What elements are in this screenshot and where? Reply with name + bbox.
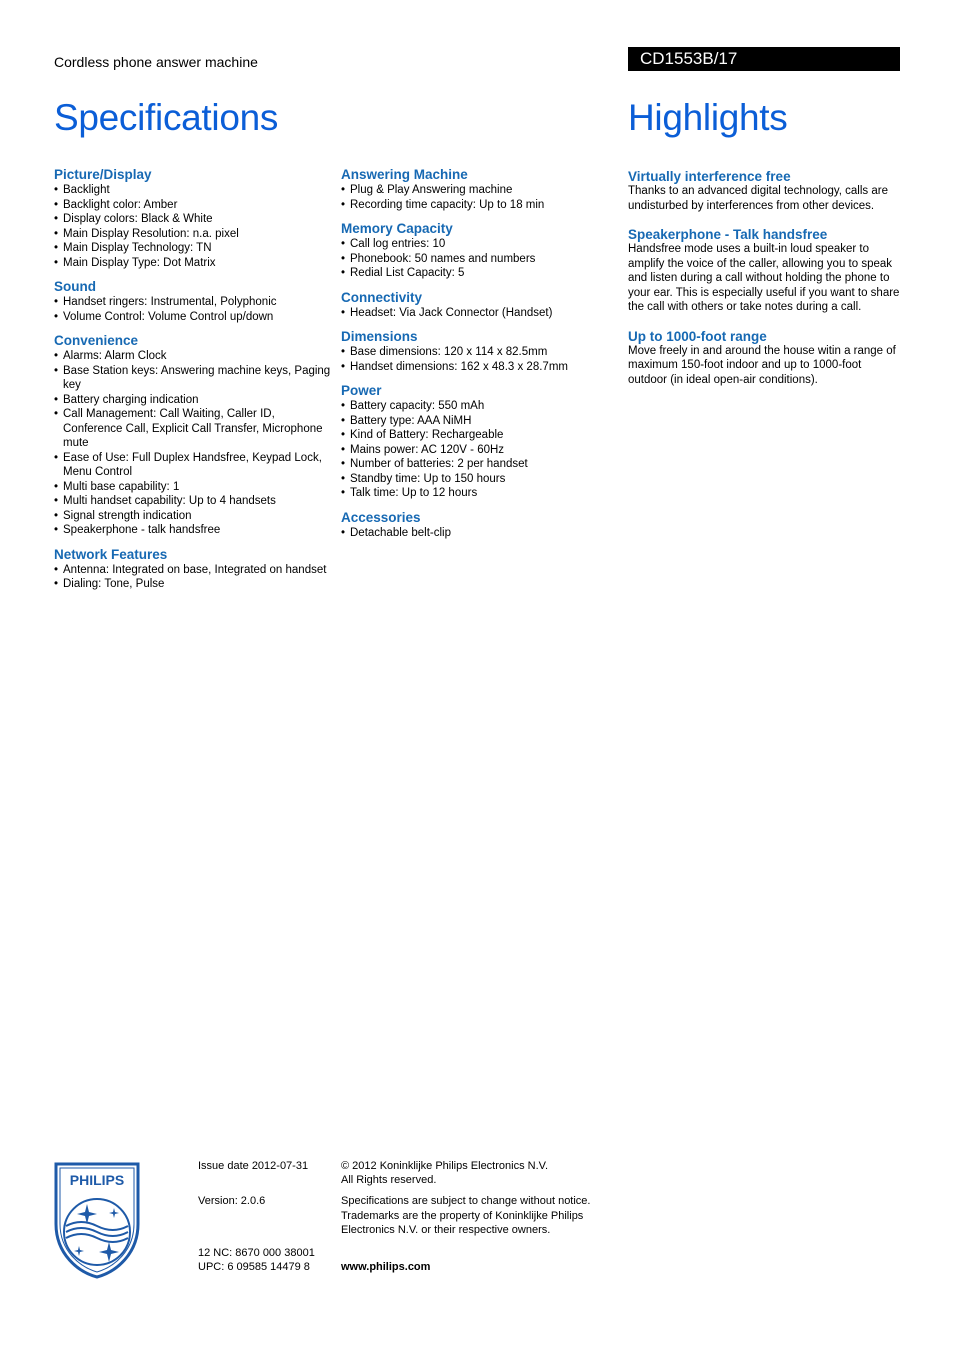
highlight-title: Up to 1000-foot range xyxy=(628,328,767,344)
spec-item: • Speakerphone - talk handsfree xyxy=(54,523,334,538)
website-link[interactable]: www.philips.com xyxy=(341,1261,431,1273)
spec-list xyxy=(341,183,601,212)
product-type: Cordless phone answer machine xyxy=(54,54,258,70)
spec-item: • Detachable belt-clip xyxy=(341,526,601,541)
spec-list xyxy=(341,237,601,281)
spec-list xyxy=(341,399,601,501)
spec-section xyxy=(341,221,601,281)
spec-list xyxy=(341,345,601,374)
spec-item: • Redial List Capacity: 5 xyxy=(341,266,601,281)
highlight-text: Move freely in and around the house witin a range of maximum 150-foot indoor and up to 1000-foot outdoor (in ideal open-air conditions). xyxy=(628,344,896,386)
spec-list xyxy=(54,183,334,270)
spec-section xyxy=(54,333,334,538)
spec-item: • Alarms: Alarm Clock xyxy=(54,349,334,364)
philips-logo-text: PHILIPS xyxy=(69,1172,125,1188)
spec-item: • Plug & Play Answering machine xyxy=(341,183,601,198)
spec-section-title: Memory Capacity xyxy=(341,221,453,236)
highlight-item xyxy=(628,169,903,213)
spec-item: • Ease of Use: Full Duplex Handsfree, Keypad Lock, Menu Control xyxy=(54,451,334,480)
spec-item: • Battery capacity: 550 mAh xyxy=(341,399,601,414)
spec-section xyxy=(54,167,334,270)
spec-item: • Kind of Battery: Rechargeable xyxy=(341,428,601,443)
spec-item: • Volume Control: Volume Control up/down xyxy=(54,310,334,325)
spec-item: • Antenna: Integrated on base, Integrated on handset xyxy=(54,563,334,578)
spec-list xyxy=(341,526,601,541)
spec-item: • Handset dimensions: 162 x 48.3 x 28.7mm xyxy=(341,360,601,375)
spec-item: • Backlight color: Amber xyxy=(54,198,334,213)
spec-item: • Signal strength indication xyxy=(54,509,334,524)
model-number-bar: CD1553B/17 xyxy=(628,47,900,71)
spec-section-title: Picture/Display xyxy=(54,167,152,182)
spec-item: • Main Display Technology: TN xyxy=(54,241,334,256)
specifications-title: Specifications xyxy=(54,97,279,138)
spec-item: • Base dimensions: 120 x 114 x 82.5mm xyxy=(341,345,601,360)
highlight-item xyxy=(628,227,903,315)
copyright-line: © 2012 Koninklijke Philips Electronics N.V. xyxy=(341,1160,549,1172)
nc-number: 12 NC: 8670 000 38001 xyxy=(198,1247,315,1259)
spec-list xyxy=(54,295,334,324)
issue-date: Issue date 2012-07-31 xyxy=(198,1160,309,1172)
spec-section-title: Power xyxy=(341,383,382,398)
spec-item: • Call Management: Call Waiting, Caller ID, Conference Call, Explicit Call Transfer, Microphone mute xyxy=(54,407,334,451)
highlight-title: Virtually interference free xyxy=(628,169,791,184)
rights-reserved: All Rights reserved. xyxy=(341,1174,437,1186)
spec-section xyxy=(54,279,334,324)
spec-section-title: Network Features xyxy=(54,546,168,562)
spec-item: • Main Display Type: Dot Matrix xyxy=(54,256,334,271)
specs-column-1 xyxy=(54,167,334,601)
spec-item: • Recording time capacity: Up to 18 min xyxy=(341,198,601,213)
spec-section xyxy=(341,383,601,501)
spec-section-title: Sound xyxy=(54,279,96,294)
spec-item: • Display colors: Black & White xyxy=(54,212,334,227)
spec-list xyxy=(54,349,334,538)
spec-item: • Number of batteries: 2 per handset xyxy=(341,457,601,472)
spec-section-title: Convenience xyxy=(54,333,139,348)
spec-list xyxy=(341,306,601,321)
highlight-text: Handsfree mode uses a built-in loud speaker to amplify the voice of the caller, allowing you to speak and listen during a call without holding the phone to your ear. This is especially useful if you want to share the call with others or take notes during a call. xyxy=(628,243,900,313)
spec-item: • Base Station keys: Answering machine keys, Paging key xyxy=(54,364,334,393)
spec-section-title: Dimensions xyxy=(341,329,418,344)
spec-item: • Headset: Via Jack Connector (Handset) xyxy=(341,306,601,321)
spec-item: • Handset ringers: Instrumental, Polyphonic xyxy=(54,295,334,310)
spec-section-title: Accessories xyxy=(341,509,421,525)
spec-item: • Mains power: AC 120V - 60Hz xyxy=(341,443,601,458)
spec-item: • Dialing: Tone, Pulse xyxy=(54,577,334,592)
version: Version: 2.0.6 xyxy=(198,1195,266,1207)
highlight-title: Speakerphone - Talk handsfree xyxy=(628,227,828,242)
highlight-text: Thanks to an advanced digital technology, calls are undisturbed by interferences from other devices. xyxy=(628,185,888,212)
spec-item: • Call log entries: 10 xyxy=(341,237,601,252)
spec-item: • Battery type: AAA NiMH xyxy=(341,414,601,429)
spec-section xyxy=(54,547,334,592)
spec-section xyxy=(341,329,601,374)
highlights-title: Highlights xyxy=(628,97,788,138)
spec-list xyxy=(54,563,334,592)
specs-column-2 xyxy=(341,167,601,549)
spec-section-title: Answering Machine xyxy=(341,167,468,182)
spec-item: • Multi handset capability: Up to 4 handsets xyxy=(54,494,334,509)
philips-logo xyxy=(54,1162,140,1279)
spec-item: • Multi base capability: 1 xyxy=(54,480,334,495)
spec-section xyxy=(341,290,601,321)
spec-item: • Phonebook: 50 names and numbers xyxy=(341,252,601,267)
upc-number: UPC: 6 09585 14479 8 xyxy=(198,1261,310,1273)
spec-section-title: Connectivity xyxy=(341,289,423,305)
spec-item: • Backlight xyxy=(54,183,334,198)
spec-section xyxy=(341,167,601,212)
spec-item: • Main Display Resolution: n.a. pixel xyxy=(54,227,334,242)
highlights-column xyxy=(628,169,903,401)
trademark-notice: Specifications are subject to change without notice. Trademarks are the property of Koninklijke Philips Electronics N.V. or their respective owners. xyxy=(341,1195,591,1236)
spec-item: • Battery charging indication xyxy=(54,393,334,408)
spec-section xyxy=(341,510,601,541)
spec-item: • Talk time: Up to 12 hours xyxy=(341,486,601,501)
spec-item: • Standby time: Up to 150 hours xyxy=(341,472,601,487)
highlight-item xyxy=(628,329,903,388)
